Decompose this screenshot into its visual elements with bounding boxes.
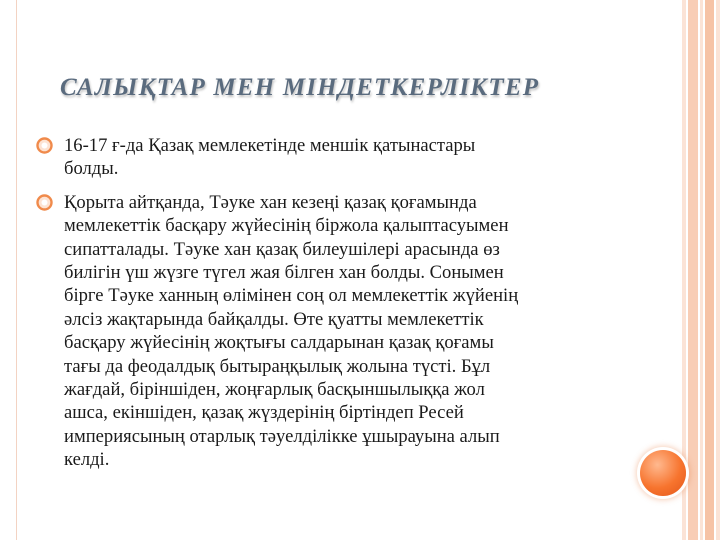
decor-stripe — [700, 0, 703, 540]
left-border-line — [16, 0, 17, 540]
orange-orb-decoration — [640, 450, 686, 496]
bullet-text: Қорыта айтқанда, Тәуке хан кезеңі қазақ қоғамында мемлекеттік басқару жүйесінің біржола қалыптасуымен сипатталады. Тәуке хан қазақ билеушілері арасында өз билігін үш жүзге түгел жая білген хан болды. Сонымен бірге Тәуке ханның өлімінен соң ол мемлекеттік жүйенің әлсіз жақтарында байқалды. Өте қуатты мемлекеттік басқару жүйесінің жоқтығы салдарынан қазақ қоғамы тағы да феодалдық бытыраңқылық жолына түсті. Бұл жағдай, біріншіден, жоңғарлық басқыншылыққа жол ашса, екіншіден, қазақ жүздерінің біртіндеп Ресей империясының отарлық тәуелділікке ұшырауына алып келді. — [64, 191, 519, 471]
decor-stripe — [716, 0, 720, 540]
decor-stripe — [688, 0, 698, 540]
bullet-item — [36, 134, 611, 181]
bullet-text: 16-17 ғ-да Қазақ мемлекетінде меншік қатынастары болды. — [64, 135, 476, 180]
decor-stripe — [705, 0, 714, 540]
bullet-list — [36, 134, 611, 482]
bullet-item — [36, 191, 611, 472]
hollow-circle-bullet-icon — [36, 194, 53, 211]
hollow-circle-bullet-icon — [36, 137, 53, 154]
decor-stripe — [682, 0, 686, 540]
slide-title: САЛЫҚТАР МЕН МІНДЕТКЕРЛІКТЕР — [60, 74, 540, 101]
